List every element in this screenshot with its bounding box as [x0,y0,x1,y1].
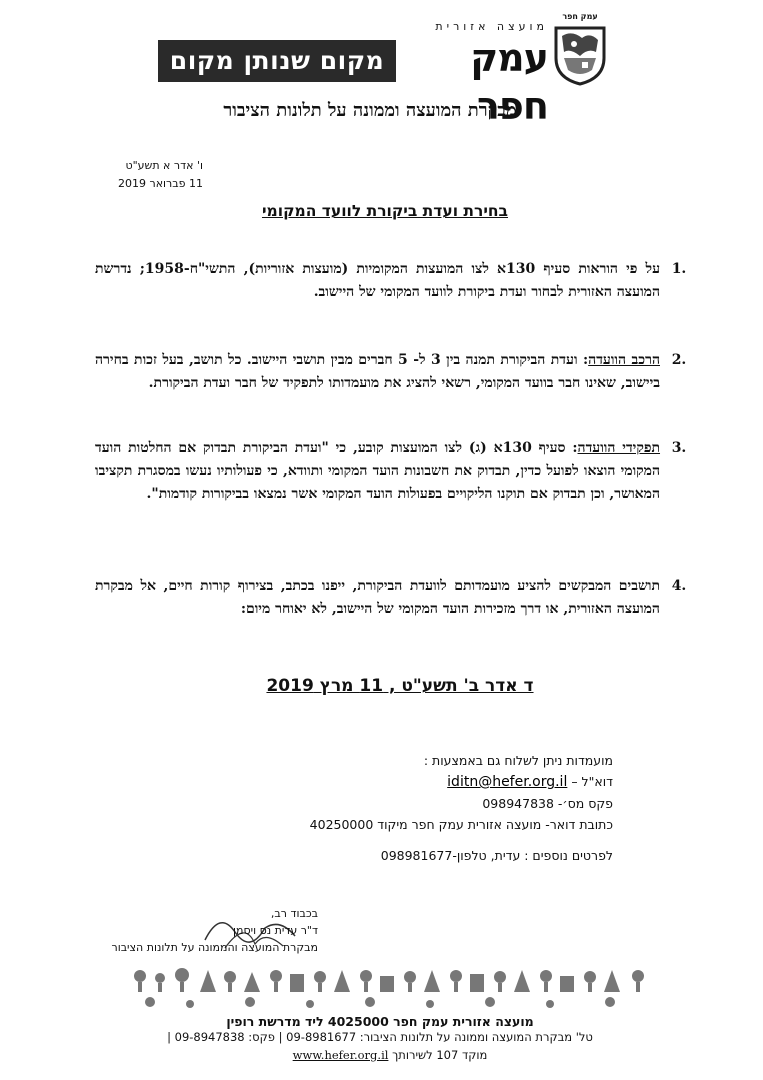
contact-block [233,750,613,866]
subject-text: בחירת ועדת ביקורת לוועד המקומי [261,202,509,220]
footer-decoration-icon [130,964,655,1012]
logo-emblem-label: עמק חפר [562,12,598,21]
email-link[interactable]: iditn@hefer.org.il [447,774,568,790]
deadline-text: ד אדר ב' תשע"ט , 11 מרץ 2019 [266,676,534,696]
fax-number: 098947838 [482,796,554,811]
office-title: מבקרת המועצה וממונה על תלונות הציבור [223,100,517,121]
website-link[interactable]: www.hefer.org.il [292,1048,389,1062]
contact-intro: מועמדות ניתן לשלוח גם באמצעות : [423,753,613,768]
submission-deadline [190,676,610,696]
signature-block [78,905,318,956]
signer-name: ד"ר עדית נס ויסמן [233,924,318,937]
clause-1 [95,258,687,304]
gregorian-date: 11 פברואר 2019 [118,177,203,190]
clause-text: : סעיף 130א (ג) לצו המועצות קובע, כי "ועדת הביקורת תבדוק אם החלטות הועד המקומי הוצאו לפועל כדין, תבדוק את חשבונות הועד המקומי ותוודא, כי פעולותיו נעשו במסגרת תקציבו המאושר, וכן תבדוק אם תוקנו הליקויים בפעולות הועד המקומי אשר נמצאו בביקורות קודמות". [95,440,660,502]
clause-text: על פי הוראות סעיף 130א לצו המועצות המקומיות (מועצות אזוריות), התשי"ח-1958; נדרשת המועצה האזורית לבחור ועדת ביקורת לוועד המקומי של היישוב. [95,261,660,300]
footer-address: מועצה אזורית עמק חפר 4025000 ליד מדרשת רופין [226,1014,534,1029]
clause-2 [95,349,687,395]
clause-text: תושבים המבקשים להציע מועמדותם לוועדת הביקורת, ייפנו בכתב, בצירוף קורות חיים, אל מבקרת המועצה האזורית, או דרך מזכירות הועד המקומי של היישוב, לא יאוחר מיום: [95,578,660,617]
logo-council-label: מועצה אזורית [435,20,548,33]
footer-phones: טל' מבקרת המועצה וממונה על תלונות הציבור: 09-8981677 | פקס: 09-8947838 | [167,1030,593,1044]
footer-web [250,1048,530,1062]
logo-council-name: עמק חפר [470,36,548,128]
letter-date [83,157,203,193]
contact-mail-address: כתובת דואר- מועצה אזורית עמק חפר מיקוד 40250000 [309,817,613,832]
contact-details: לפרטים נוספים : עדית, טלפון-098981677 [380,848,613,863]
email-label: דוא"ל – [571,774,613,789]
clause-text: : ועדת הביקורת תמנה בין 3 ל- 5 חברים מבין תושבי היישוב. כל תושב, בעל זכות בחירה ביישוב, שאינו חבר בוועד המקומי, רשאי להציג את מועמדותו לתפקיד של חבר ועדת הביקורת. [95,352,660,391]
fax-label: פקס מס׳- [557,796,613,811]
hebrew-date: ו' אדר א תשע"ט [125,159,203,172]
clause-heading: הרכב הוועדה [588,352,660,368]
clause-3 [95,437,687,506]
clause-heading: תפקידי הוועדה [577,440,661,456]
contact-fax-row [233,793,613,814]
clause-4 [95,575,687,621]
logo-slogan: מקום שנותן מקום [158,40,396,82]
clause-number: 3. [671,440,687,456]
clause-number: 1. [671,261,687,277]
contact-email-row [233,771,613,793]
letter-subject [160,202,610,220]
council-emblem-icon [552,18,608,86]
signature-closing: בכבוד רב, [270,907,318,920]
signer-role: מבקרת המועצה והממונה על תלונות הציבור [111,941,318,954]
footer-hotline: מוקד 107 לשירותך [392,1048,488,1062]
clause-number: 2. [671,352,687,368]
clause-number: 4. [671,578,687,594]
